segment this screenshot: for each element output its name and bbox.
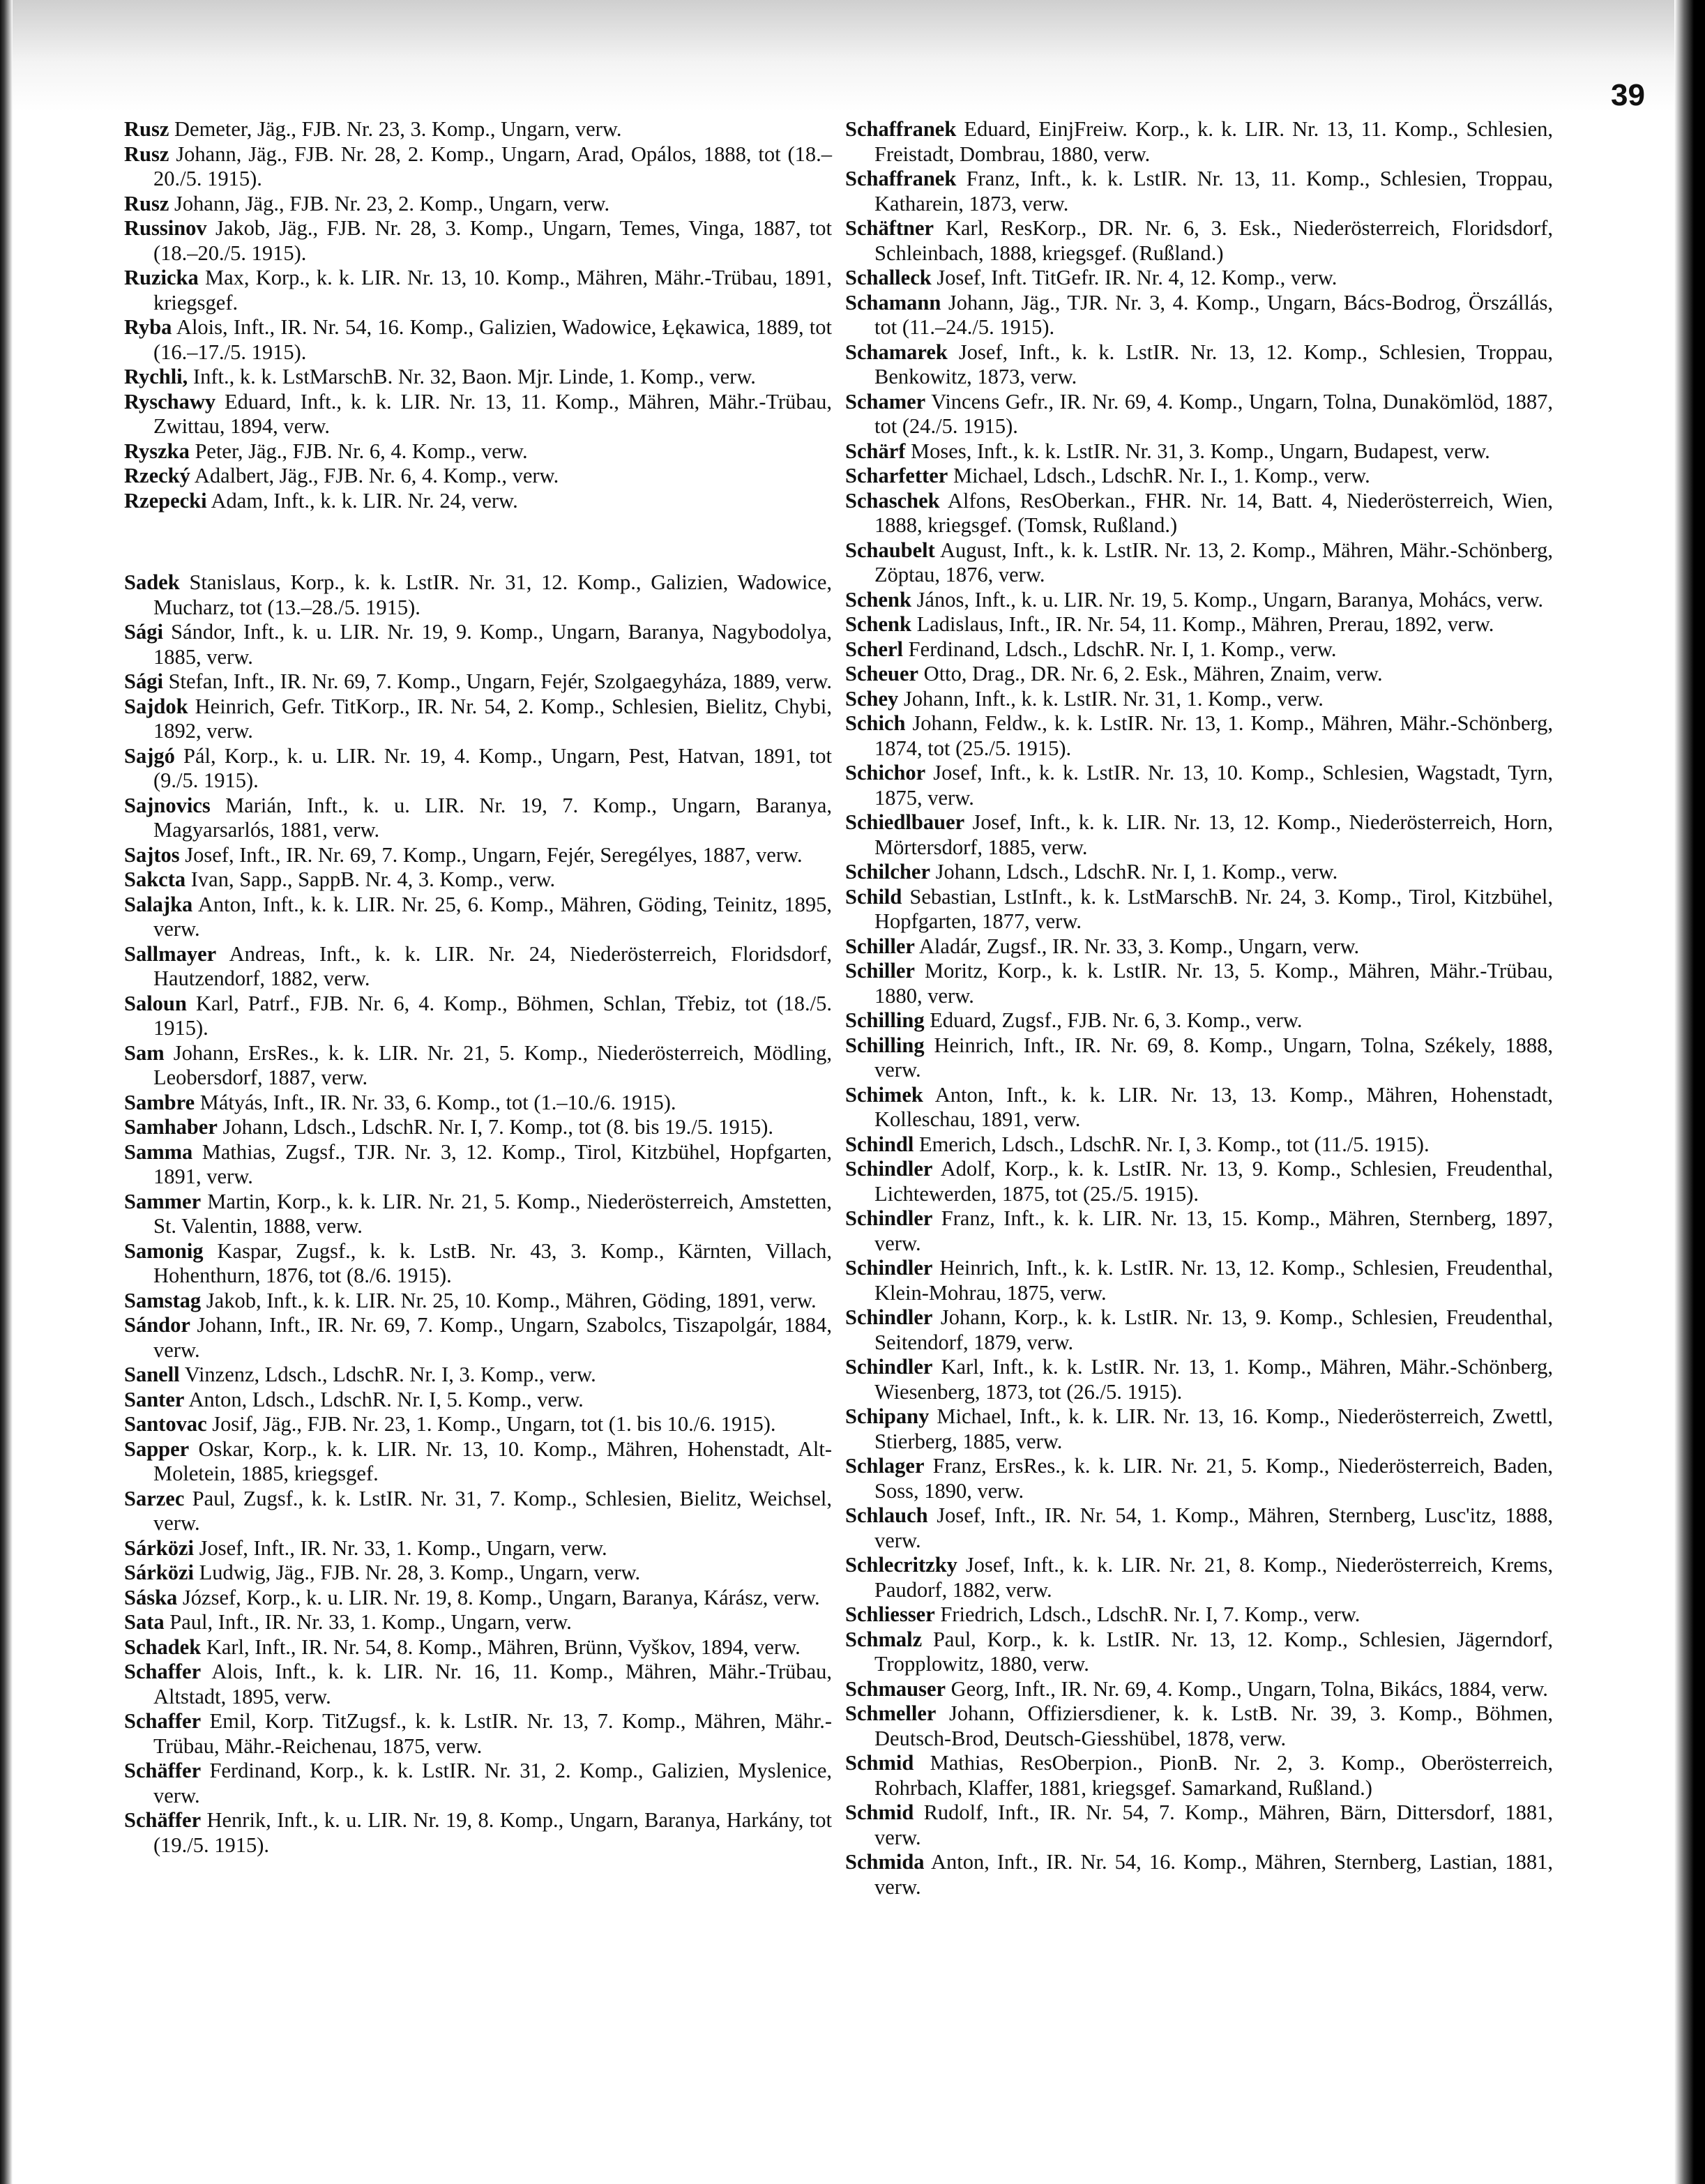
- entry-details: Johann, Jäg., FJB. Nr. 28, 2. Komp., Ungarn, Arad, Opálos, 1888, tot (18.–20./5. 1915).: [153, 142, 832, 190]
- entry-details: Karl, Inft., k. k. LstIR. Nr. 13, 1. Komp., Mähren, Mähr.-Schönberg, Wiesenberg, 1873, tot (26./5. 1915).: [874, 1355, 1553, 1404]
- list-entry: [845, 167, 1553, 216]
- list-entry: [845, 464, 1553, 489]
- entry-details: Josef, Inft., IR. Nr. 33, 1. Komp., Ungarn, verw.: [193, 1535, 607, 1560]
- entry-surname: Sajdok: [124, 694, 188, 718]
- entry-surname: Schmida: [845, 1850, 925, 1874]
- list-entry: [124, 620, 832, 669]
- list-entry: [124, 794, 832, 843]
- list-entry: [124, 1536, 832, 1561]
- entry-surname: Saloun: [124, 991, 187, 1015]
- entry-surname: Sammer: [124, 1189, 202, 1213]
- entry-details: Josef, Inft., IR. Nr. 54, 1. Komp., Mähren, Sternberg, Lusc'itz, 1888, verw.: [874, 1503, 1553, 1552]
- entry-surname: Schliesser: [845, 1602, 935, 1626]
- list-entry: [845, 1008, 1553, 1033]
- entry-surname: Sajgó: [124, 743, 175, 768]
- entry-details: Aladár, Zugsf., IR. Nr. 33, 3. Komp., Ungarn, verw.: [914, 934, 1360, 958]
- entry-details: Inft., k. k. LstMarschB. Nr. 32, Baon. Mjr. Linde, 1. Komp., verw.: [188, 365, 756, 388]
- entry-details: Otto, Drag., DR. Nr. 6, 2. Esk., Mähren, Znaim, verw.: [918, 662, 1383, 685]
- list-entry: [124, 365, 832, 390]
- entry-details: Moses, Inft., k. k. LstIR. Nr. 31, 3. Komp., Ungarn, Budapest, verw.: [905, 439, 1490, 463]
- list-entry: [845, 637, 1553, 662]
- list-entry: [845, 1404, 1553, 1454]
- list-entry: [124, 216, 832, 266]
- entry-surname: Russinov: [124, 216, 207, 240]
- entry-surname: Schäftner: [845, 216, 934, 240]
- entry-surname: Schäffer: [124, 1808, 202, 1832]
- entry-surname: Schlager: [845, 1454, 925, 1478]
- entry-surname: Schaffer: [124, 1709, 202, 1733]
- entry-surname: Ryszka: [124, 439, 190, 463]
- entry-details: Anton, Inft., k. k. LIR. Nr. 25, 6. Komp., Mähren, Göding, Teinitz, 1895, verw.: [153, 892, 832, 941]
- entry-details: Johann, Inft., k. k. LstIR. Nr. 31, 1. Komp., verw.: [898, 686, 1324, 711]
- list-entry: [124, 1115, 832, 1140]
- list-entry: [124, 1487, 832, 1536]
- entry-details: Peter, Jäg., FJB. Nr. 6, 4. Komp., verw.: [189, 439, 528, 463]
- list-entry: [124, 744, 832, 794]
- entry-surname: Schiller: [845, 934, 915, 958]
- list-entry: [845, 1677, 1553, 1702]
- entry-surname: Schamarek: [845, 340, 948, 364]
- entry-surname: Ryschawy: [124, 389, 216, 414]
- list-entry: [124, 1561, 832, 1586]
- entry-surname: Schilcher: [845, 860, 930, 884]
- entry-details: Sebastian, LstInft., k. k. LstMarschB. Nr. 24, 3. Komp., Tirol, Kitzbühel, Hopfgarten, 1877, verw.: [874, 884, 1553, 933]
- entry-surname: Sambre: [124, 1090, 195, 1114]
- entry-surname: Schipany: [845, 1404, 930, 1428]
- list-entry: [124, 192, 832, 217]
- list-entry: [845, 1355, 1553, 1404]
- list-entry: [124, 843, 832, 868]
- entry-surname: Samonig: [124, 1238, 204, 1263]
- entry-details: Franz, Inft., k. k. LIR. Nr. 13, 15. Komp., Mähren, Sternberg, 1897, verw.: [874, 1206, 1553, 1255]
- list-entry: [845, 761, 1553, 810]
- entry-details: József, Korp., k. u. LIR. Nr. 19, 8. Komp., Ungarn, Baranya, Kárász, verw.: [177, 1585, 820, 1609]
- entry-details: Rudolf, Inft., IR. Nr. 54, 7. Komp., Mähren, Bärn, Dittersdorf, 1881, verw.: [874, 1800, 1553, 1849]
- entry-details: Eduard, Zugsf., FJB. Nr. 6, 3. Komp., verw.: [924, 1008, 1303, 1032]
- entry-details: Ivan, Sapp., SappB. Nr. 4, 3. Komp., verw.: [185, 867, 556, 891]
- entry-surname: Schadek: [124, 1635, 202, 1659]
- list-entry: [845, 588, 1553, 613]
- entry-surname: Schmauser: [845, 1676, 946, 1701]
- entry-surname: Sajtos: [124, 842, 180, 867]
- entry-details: Martin, Korp., k. k. LIR. Nr. 21, 5. Komp., Niederösterreich, Amstetten, St. Valentin, 1888, verw.: [153, 1189, 832, 1238]
- list-entry: [845, 291, 1553, 340]
- entry-details: Vinzenz, Ldsch., LdschR. Nr. I, 3. Komp., verw.: [179, 1363, 596, 1386]
- entry-details: Alois, Inft., k. k. LIR. Nr. 16, 11. Komp., Mähren, Mähr.-Trübau, Altstadt, 1895, verw.: [153, 1660, 832, 1708]
- list-entry: [124, 1660, 832, 1709]
- entry-details: János, Inft., k. u. LIR. Nr. 19, 5. Komp., Ungarn, Baranya, Mohács, verw.: [911, 587, 1544, 612]
- entry-details: Adolf, Korp., k. k. LstIR. Nr. 13, 9. Komp., Schlesien, Freudenthal, Lichtewerden, 1875, tot (25./5. 1915).: [874, 1157, 1553, 1206]
- list-entry: [845, 439, 1553, 464]
- entry-surname: Ruzicka: [124, 266, 199, 289]
- entry-surname: Schaffranek: [845, 167, 957, 190]
- entry-surname: Schmalz: [845, 1627, 923, 1651]
- list-entry: [124, 1635, 832, 1660]
- list-entry: [845, 885, 1553, 934]
- list-entry: [124, 489, 832, 514]
- entry-details: Anton, Inft., IR. Nr. 54, 16. Komp., Mähren, Sternberg, Lastian, 1881, verw.: [874, 1850, 1553, 1899]
- list-entry: [124, 439, 832, 464]
- entry-details: Emerich, Ldsch., LdschR. Nr. I, 3. Komp., tot (11./5. 1915).: [914, 1132, 1430, 1156]
- entry-details: Johann, Ldsch., LdschR. Nr. I, 1. Komp., verw.: [930, 860, 1338, 884]
- entry-details: Franz, ErsRes., k. k. LIR. Nr. 21, 5. Komp., Niederösterreich, Baden, Soss, 1890, verw.: [874, 1454, 1553, 1503]
- list-entry: [845, 340, 1553, 390]
- entry-surname: Sakcta: [124, 867, 186, 891]
- entry-surname: Schey: [845, 686, 899, 711]
- entry-surname: Sadek: [124, 570, 180, 594]
- entry-surname: Schlecritzky: [845, 1553, 957, 1577]
- list-entry: [124, 893, 832, 942]
- list-entry: [845, 1206, 1553, 1256]
- entry-details: Josef, Inft., k. k. LIR. Nr. 13, 12. Komp., Niederösterreich, Horn, Mörtersdorf, 1885, verw.: [874, 810, 1553, 859]
- page-number: 39: [1611, 78, 1645, 112]
- entry-details: Johann, Offiziersdiener, k. k. LstB. Nr. 39, 3. Komp., Böhmen, Deutsch-Brod, Deutsch-Giesshübel, 1878, verw.: [874, 1701, 1553, 1750]
- entry-surname: Schindler: [845, 1305, 933, 1329]
- entry-surname: Rzepecki: [124, 488, 207, 513]
- entry-details: Max, Korp., k. k. LIR. Nr. 13, 10. Komp., Mähren, Mähr.-Trübau, 1891, kriegsgef.: [153, 266, 832, 314]
- entry-surname: Sági: [124, 620, 163, 644]
- entry-surname: Schmid: [845, 1751, 914, 1775]
- entry-surname: Schiedlbauer: [845, 810, 965, 834]
- list-entry: [845, 1850, 1553, 1899]
- entry-details: Johann, Ldsch., LdschR. Nr. I, 7. Komp., tot (8. bis 19./5. 1915).: [217, 1115, 774, 1139]
- entry-details: Georg, Inft., IR. Nr. 69, 4. Komp., Ungarn, Tolna, Bikács, 1884, verw.: [946, 1676, 1548, 1701]
- entry-surname: Santer: [124, 1387, 185, 1411]
- right-column: [845, 117, 1553, 1899]
- list-entry: [124, 1140, 832, 1190]
- entry-surname: Schmid: [845, 1800, 914, 1824]
- list-entry: [845, 860, 1553, 885]
- entry-surname: Rusz: [124, 191, 169, 215]
- list-entry: [845, 117, 1553, 167]
- entry-surname: Schiller: [845, 959, 915, 983]
- entry-details: Jakob, Jäg., FJB. Nr. 28, 3. Komp., Ungarn, Temes, Vinga, 1887, tot (18.–20./5. 1915).: [153, 216, 832, 265]
- entry-surname: Scharfetter: [845, 464, 948, 487]
- entry-surname: Schimek: [845, 1082, 923, 1107]
- entry-surname: Schalleck: [845, 266, 932, 289]
- list-entry: [845, 1256, 1553, 1305]
- entry-surname: Sárközi: [124, 1535, 194, 1560]
- list-entry: [124, 1363, 832, 1388]
- entry-details: Johann, ErsRes., k. k. LIR. Nr. 21, 5. Komp., Niederösterreich, Mödling, Leobersdorf, 1887, verw.: [153, 1040, 832, 1089]
- entry-surname: Sapper: [124, 1436, 190, 1461]
- list-entry: [124, 1289, 832, 1314]
- list-entry: [124, 1041, 832, 1091]
- list-entry: [124, 1586, 832, 1611]
- entry-surname: Rusz: [124, 117, 169, 141]
- list-entry: [845, 216, 1553, 266]
- entry-surname: Sam: [124, 1040, 165, 1065]
- list-entry: [124, 695, 832, 744]
- entry-details: Kaspar, Zugsf., k. k. LstB. Nr. 43, 3. Komp., Kärnten, Villach, Hohenthurn, 1876, tot (8./6. 1915).: [153, 1238, 832, 1287]
- entry-surname: Sarzec: [124, 1486, 185, 1510]
- entry-details: Josef, Inft. TitGefr. IR. Nr. 4, 12. Komp., verw.: [931, 266, 1338, 289]
- entry-surname: Salajka: [124, 892, 193, 916]
- list-entry: [124, 1239, 832, 1289]
- entry-details: Franz, Inft., k. k. LstIR. Nr. 13, 11. Komp., Schlesien, Troppau, Katharein, 1873, verw.: [874, 167, 1553, 215]
- entry-surname: Schamer: [845, 389, 926, 414]
- list-entry: [124, 464, 832, 489]
- list-entry: [845, 1751, 1553, 1800]
- left-column: [124, 117, 832, 1858]
- entry-details: Pál, Korp., k. u. LIR. Nr. 19, 4. Komp., Ungarn, Pest, Hatvan, 1891, tot (9./5. 1915).: [153, 743, 832, 792]
- entry-surname: Schenk: [845, 587, 911, 612]
- entry-details: Stanislaus, Korp., k. k. LstIR. Nr. 31, 12. Komp., Galizien, Wadowice, Mucharz, tot (13.–28./5. 1915).: [153, 570, 832, 619]
- list-entry: [845, 1800, 1553, 1850]
- list-entry: [845, 1305, 1553, 1355]
- entry-surname: Samma: [124, 1139, 193, 1164]
- entry-details: Johann, Jäg., TJR. Nr. 3, 4. Komp., Ungarn, Bács-Bodrog, Örszállás, tot (11.–24./5. 1915).: [874, 290, 1553, 339]
- entry-details: Johann, Feldw., k. k. LstIR. Nr. 13, 1. Komp., Mähren, Mähr.-Schönberg, 1874, tot (25./5. 1915).: [874, 711, 1553, 760]
- entry-details: Josef, Inft., k. k. LIR. Nr. 21, 8. Komp., Niederösterreich, Krems, Paudorf, 1882, verw.: [874, 1553, 1553, 1602]
- entry-surname: Rychli,: [124, 365, 188, 388]
- list-entry: [845, 538, 1553, 588]
- entry-surname: Schmeller: [845, 1701, 937, 1725]
- entry-surname: Schindler: [845, 1157, 933, 1181]
- entry-details: Mathias, Zugsf., TJR. Nr. 3, 12. Komp., Tirol, Kitzbühel, Hopfgarten, 1891, verw.: [153, 1139, 832, 1188]
- entry-surname: Sajnovics: [124, 793, 211, 817]
- entry-surname: Schindler: [845, 1355, 933, 1379]
- entry-surname: Ryba: [124, 315, 172, 339]
- entry-details: Johann, Inft., IR. Nr. 69, 7. Komp., Ungarn, Szabolcs, Tiszapolgár, 1884, verw.: [153, 1313, 832, 1362]
- entry-surname: Schenk: [845, 612, 911, 636]
- entry-surname: Schlauch: [845, 1503, 928, 1527]
- list-entry: [124, 142, 832, 192]
- entry-details: Heinrich, Gefr. TitKorp., IR. Nr. 54, 2. Komp., Schlesien, Bielitz, Chybi, 1892, verw.: [153, 694, 832, 743]
- list-entry: [124, 1808, 832, 1858]
- list-entry: [124, 117, 832, 142]
- list-entry: [845, 489, 1553, 538]
- entry-details: Ferdinand, Korp., k. k. LstIR. Nr. 31, 2. Komp., Galizien, Myslenice, verw.: [153, 1759, 832, 1807]
- entry-details: Adalbert, Jäg., FJB. Nr. 6, 4. Komp., verw.: [190, 464, 559, 487]
- list-entry: [124, 1313, 832, 1363]
- entry-surname: Rzecký: [124, 464, 190, 487]
- page-edge-shadow-right: [1674, 0, 1705, 2184]
- list-entry: [124, 1388, 832, 1413]
- entry-surname: Santovac: [124, 1412, 207, 1436]
- entry-details: Karl, ResKorp., DR. Nr. 6, 3. Esk., Niederösterreich, Floridsdorf, Schleinbach, 1888, kriegsgef. (Rußland.): [874, 216, 1553, 265]
- entry-details: Vincens Gefr., IR. Nr. 69, 4. Komp., Ungarn, Tolna, Dunakömlöd, 1887, tot (24./5. 1915).: [874, 389, 1553, 438]
- list-entry: [845, 1033, 1553, 1083]
- entry-details: Ludwig, Jäg., FJB. Nr. 28, 3. Komp., Ungarn, verw.: [193, 1561, 641, 1584]
- entry-surname: Schaschek: [845, 488, 940, 513]
- entry-details: Paul, Korp., k. k. LstIR. Nr. 13, 12. Komp., Schlesien, Jägerndorf, Tropplowitz, 1880, verw.: [874, 1627, 1553, 1676]
- entry-details: Johann, Jäg., FJB. Nr. 23, 2. Komp., Ungarn, verw.: [169, 191, 610, 215]
- list-entry: [845, 959, 1553, 1008]
- list-entry: [845, 662, 1553, 687]
- entry-details: Sándor, Inft., k. u. LIR. Nr. 19, 9. Komp., Ungarn, Baranya, Nagybodolya, 1885, verw.: [153, 620, 832, 669]
- entry-surname: Schindler: [845, 1256, 933, 1280]
- entry-surname: Schindl: [845, 1132, 914, 1156]
- entry-details: Johann, Korp., k. k. LstIR. Nr. 13, 9. Komp., Schlesien, Freudenthal, Seitendorf, 1879, verw.: [874, 1305, 1553, 1354]
- entry-surname: Sándor: [124, 1313, 190, 1337]
- list-entry: [845, 1132, 1553, 1158]
- list-entry: [845, 934, 1553, 960]
- entry-details: Stefan, Inft., IR. Nr. 69, 7. Komp., Ungarn, Fejér, Szolgaegyháza, 1889, verw.: [162, 669, 832, 693]
- entry-surname: Schamann: [845, 290, 941, 314]
- entry-surname: Sallmayer: [124, 941, 217, 966]
- entry-details: Marián, Inft., k. u. LIR. Nr. 19, 7. Komp., Ungarn, Baranya, Magyarsarlós, 1881, verw.: [153, 793, 832, 842]
- entry-surname: Schilling: [845, 1033, 925, 1057]
- entry-details: Oskar, Korp., k. k. LIR. Nr. 13, 10. Komp., Mähren, Hohenstadt, Alt-Moletein, 1885, kriegsgef.: [153, 1436, 832, 1485]
- entry-details: Heinrich, Inft., IR. Nr. 69, 8. Komp., Ungarn, Tolna, Székely, 1888, verw.: [874, 1033, 1553, 1082]
- entry-surname: Samstag: [124, 1288, 202, 1312]
- list-entry: [124, 1610, 832, 1635]
- list-entry: [124, 942, 832, 992]
- entry-surname: Samhaber: [124, 1115, 218, 1139]
- entry-details: August, Inft., k. k. LstIR. Nr. 13, 2. Komp., Mähren, Mähr.-Schönberg, Zöptau, 1876, verw.: [874, 538, 1553, 586]
- entry-surname: Schilling: [845, 1008, 925, 1032]
- entry-details: Josif, Jäg., FJB. Nr. 23, 1. Komp., Ungarn, tot (1. bis 10./6. 1915).: [206, 1412, 776, 1436]
- list-entry: [124, 1709, 832, 1759]
- entry-details: Michael, Ldsch., LdschR. Nr. I., 1. Komp., verw.: [948, 464, 1370, 487]
- list-entry: [124, 1091, 832, 1116]
- entry-details: Friedrich, Ldsch., LdschR. Nr. I, 7. Komp., verw.: [934, 1602, 1361, 1626]
- entry-surname: Rusz: [124, 142, 169, 166]
- entry-details: Mathias, ResOberpion., PionB. Nr. 2, 3. Komp., Oberösterreich, Rohrbach, Klaffer, 1881, kriegsgef. Samarkand, Rußland.): [874, 1751, 1553, 1800]
- entry-surname: Schaffer: [124, 1660, 202, 1683]
- entry-details: Ladislaus, Inft., IR. Nr. 54, 11. Komp., Mähren, Prerau, 1892, verw.: [911, 612, 1494, 636]
- entry-details: Eduard, Inft., k. k. LIR. Nr. 13, 11. Komp., Mähren, Mähr.-Trübau, Zwittau, 1894, verw.: [153, 389, 832, 438]
- entry-details: Mátyás, Inft., IR. Nr. 33, 6. Komp., tot (1.–10./6. 1915).: [195, 1090, 676, 1114]
- list-entry: [124, 1412, 832, 1437]
- entry-details: Ferdinand, Ldsch., LdschR. Nr. I, 1. Komp., verw.: [903, 637, 1337, 661]
- entry-details: Alfons, ResOberkan., FHR. Nr. 14, Batt. 4, Niederösterreich, Wien, 1888, kriegsgef. (Tomsk, Rußland.): [874, 488, 1553, 537]
- entry-surname: Sáska: [124, 1585, 178, 1609]
- entry-details: Josef, Inft., k. k. LstIR. Nr. 13, 10. Komp., Schlesien, Wagstadt, Tyrn, 1875, verw.: [874, 761, 1553, 810]
- list-entry: [845, 1602, 1553, 1628]
- list-entry: [124, 1759, 832, 1808]
- entry-surname: Scheuer: [845, 662, 919, 685]
- entry-surname: Schild: [845, 884, 902, 909]
- list-entry: [845, 612, 1553, 637]
- list-entry: [845, 266, 1553, 291]
- entry-details: Moritz, Korp., k. k. LstIR. Nr. 13, 5. Komp., Mähren, Mähr.-Trübau, 1880, verw.: [874, 959, 1553, 1008]
- entry-surname: Sata: [124, 1610, 165, 1634]
- entry-surname: Schaffranek: [845, 117, 957, 141]
- page-edge-shadow-left: [0, 0, 13, 2184]
- entry-details: Henrik, Inft., k. u. LIR. Nr. 19, 8. Komp., Ungarn, Baranya, Harkány, tot (19./5. 1915).: [153, 1808, 832, 1857]
- list-entry: [124, 570, 832, 620]
- list-entry: [845, 1701, 1553, 1751]
- list-entry: [124, 867, 832, 893]
- entry-details: Adam, Inft., k. k. LIR. Nr. 24, verw.: [206, 488, 518, 513]
- section-gap: [124, 513, 832, 570]
- list-entry: [124, 992, 832, 1041]
- list-entry: [124, 1437, 832, 1487]
- entry-surname: Schichor: [845, 761, 926, 784]
- list-entry: [845, 687, 1553, 712]
- entry-details: Paul, Zugsf., k. k. LstIR. Nr. 31, 7. Komp., Schlesien, Bielitz, Weichsel, verw.: [153, 1486, 832, 1535]
- list-entry: [845, 1454, 1553, 1503]
- entry-surname: Sági: [124, 669, 163, 693]
- entry-details: Eduard, EinjFreiw. Korp., k. k. LIR. Nr. 13, 11. Komp., Schlesien, Freistadt, Dombrau, 1880, verw.: [874, 117, 1553, 166]
- entry-details: Karl, Patrf., FJB. Nr. 6, 4. Komp., Böhmen, Schlan, Třebiz, tot (18./5. 1915).: [153, 991, 832, 1040]
- entry-surname: Sanell: [124, 1363, 180, 1386]
- entry-details: Karl, Inft., IR. Nr. 54, 8. Komp., Mähren, Brünn, Vyškov, 1894, verw.: [201, 1635, 801, 1659]
- list-entry: [124, 390, 832, 439]
- entry-surname: Schäffer: [124, 1759, 202, 1782]
- entry-surname: Schaubelt: [845, 538, 935, 562]
- entry-details: Jakob, Inft., k. k. LIR. Nr. 25, 10. Komp., Mähren, Göding, 1891, verw.: [201, 1288, 817, 1312]
- entry-surname: Scherl: [845, 637, 904, 661]
- entry-details: Josef, Inft., IR. Nr. 69, 7. Komp., Ungarn, Fejér, Seregélyes, 1887, verw.: [179, 842, 803, 867]
- list-entry: [124, 315, 832, 365]
- list-entry: [845, 1628, 1553, 1677]
- list-entry: [845, 1083, 1553, 1132]
- list-entry: [845, 1553, 1553, 1602]
- entry-surname: Schindler: [845, 1206, 933, 1230]
- entry-details: Paul, Inft., IR. Nr. 33, 1. Komp., Ungarn, verw.: [164, 1610, 572, 1634]
- entry-details: Josef, Inft., k. k. LstIR. Nr. 13, 12. Komp., Schlesien, Troppau, Benkowitz, 1873, verw.: [874, 340, 1553, 388]
- list-entry: [124, 1190, 832, 1239]
- list-entry: [845, 711, 1553, 761]
- entry-surname: Sárközi: [124, 1561, 194, 1584]
- entry-details: Alois, Inft., IR. Nr. 54, 16. Komp., Galizien, Wadowice, Łękawica, 1889, tot (16.–17./5. 1915).: [153, 315, 832, 364]
- entry-details: Anton, Ldsch., LdschR. Nr. I, 5. Komp., verw.: [184, 1387, 584, 1411]
- entry-details: Anton, Inft., k. k. LIR. Nr. 13, 13. Komp., Mähren, Hohenstadt, Kolleschau, 1891, verw.: [874, 1082, 1553, 1131]
- list-entry: [845, 810, 1553, 860]
- entry-details: Demeter, Jäg., FJB. Nr. 23, 3. Komp., Ungarn, verw.: [169, 117, 622, 141]
- entry-surname: Schärf: [845, 439, 906, 463]
- list-entry: [845, 1157, 1553, 1206]
- list-entry: [845, 390, 1553, 439]
- entry-details: Andreas, Inft., k. k. LIR. Nr. 24, Niederösterreich, Floridsdorf, Hautzendorf, 1882, verw.: [153, 941, 832, 990]
- list-entry: [124, 266, 832, 315]
- entry-surname: Schich: [845, 711, 906, 735]
- list-entry: [124, 669, 832, 695]
- list-entry: [845, 1503, 1553, 1553]
- entry-details: Heinrich, Inft., k. k. LstIR. Nr. 13, 12. Komp., Schlesien, Freudenthal, Klein-Mohrau, 1875, verw.: [874, 1256, 1553, 1305]
- entry-details: Michael, Inft., k. k. LIR. Nr. 13, 16. Komp., Niederösterreich, Zwettl, Stierberg, 1885, verw.: [874, 1404, 1553, 1453]
- entry-details: Emil, Korp. TitZugsf., k. k. LstIR. Nr. 13, 7. Komp., Mähren, Mähr.-Trübau, Mähr.-Reichenau, 1875, verw.: [153, 1709, 832, 1758]
